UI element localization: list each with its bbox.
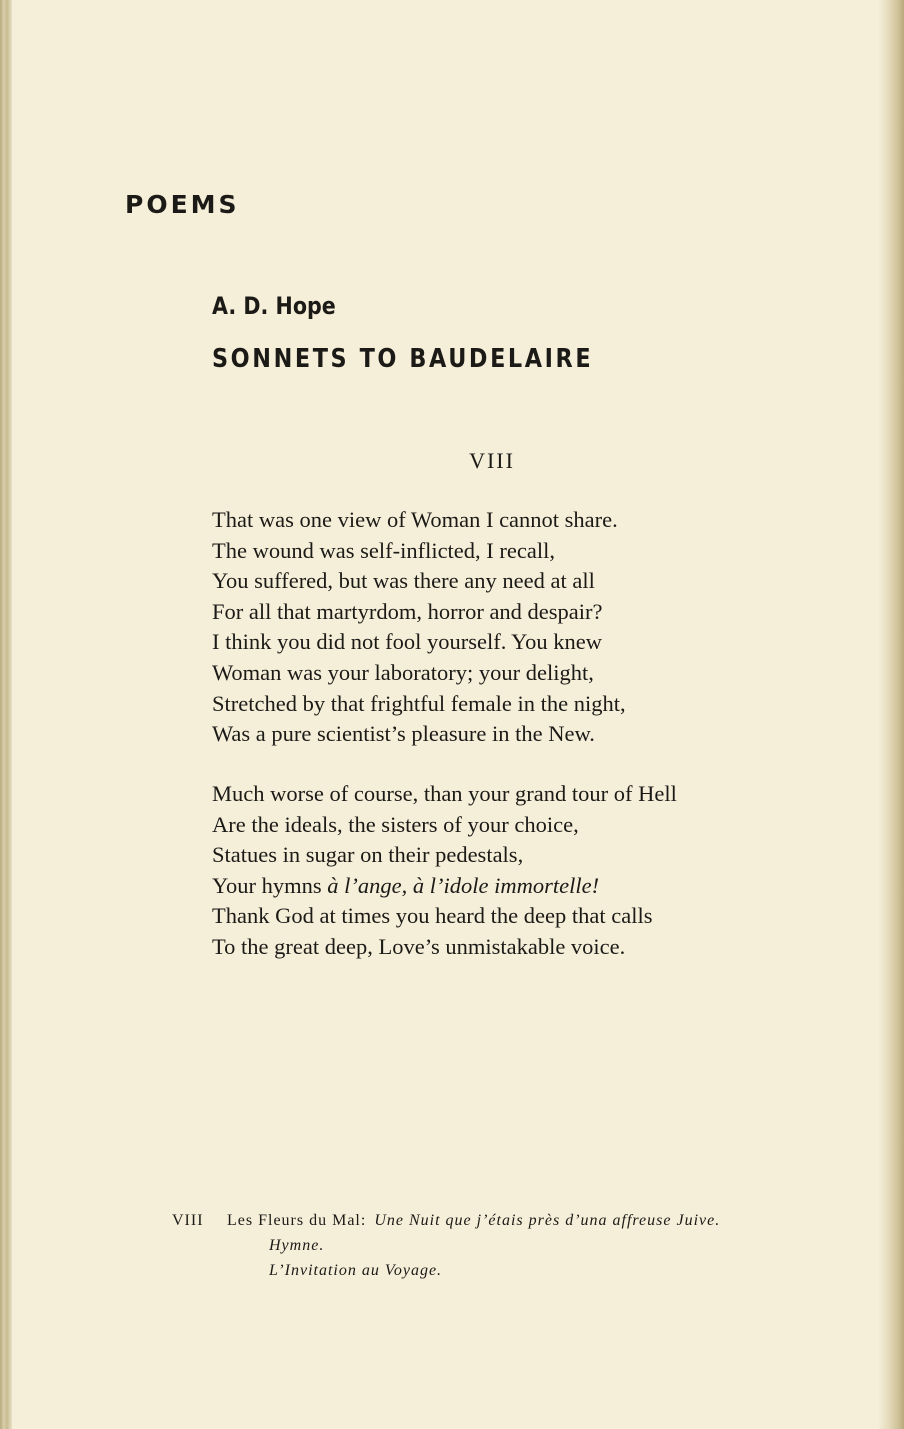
poem-title: SONNETS TO BAUDELAIRE: [212, 344, 594, 374]
poem-line: Are the ideals, the sisters of your choice,: [212, 811, 579, 837]
note-title: Une Nuit que j’étais près d’una affreuse Juive.: [374, 1212, 721, 1229]
note-title: Hymne.: [269, 1237, 325, 1254]
poem-line: Was a pure scientist’s pleasure in the New.: [212, 721, 595, 747]
source-notes: [172, 1208, 720, 1283]
author-name: A. D. Hope: [212, 292, 336, 320]
sonnet-number: VIII: [469, 448, 515, 473]
poem-line: You suffered, but was there any need at all: [212, 568, 595, 594]
note-source: Les Fleurs du Mal:: [227, 1212, 367, 1229]
poem-line: That was one view of Woman I cannot share.: [212, 507, 618, 532]
poem-line-text: Your hymns: [212, 872, 328, 898]
page-edge-right: [878, 0, 904, 1429]
french-quotation: à l’ange, à l’idole immortelle!: [327, 872, 600, 898]
poem-line: [212, 871, 677, 902]
note-title: L’Invitation au Voyage.: [269, 1262, 443, 1279]
note-row: [172, 1233, 720, 1258]
poem-line: Much worse of course, than your grand tour of Hell: [212, 781, 677, 806]
note-row: [172, 1258, 720, 1283]
page-edge-left: [0, 0, 12, 1429]
section-label: POEMS: [125, 190, 240, 219]
poem-line: Statues in sugar on their pedestals,: [212, 842, 524, 868]
poem-line: For all that martyrdom, horror and despair?: [212, 598, 603, 624]
note-row: [172, 1208, 720, 1233]
poem-line: The wound was self-inflicted, I recall,: [212, 537, 555, 563]
poem-line: I think you did not fool yourself. You knew: [212, 629, 602, 655]
stanza-2: [212, 779, 677, 963]
note-number: VIII: [172, 1212, 204, 1229]
poem-line: To the great deep, Love’s unmistakable voice.: [212, 933, 626, 959]
poem-line: Thank God at times you heard the deep that calls: [212, 903, 653, 929]
poem-line: Woman was your laboratory; your delight,: [212, 659, 594, 685]
stanza-1: [212, 505, 626, 750]
poem-line: Stretched by that frightful female in the night,: [212, 690, 626, 716]
